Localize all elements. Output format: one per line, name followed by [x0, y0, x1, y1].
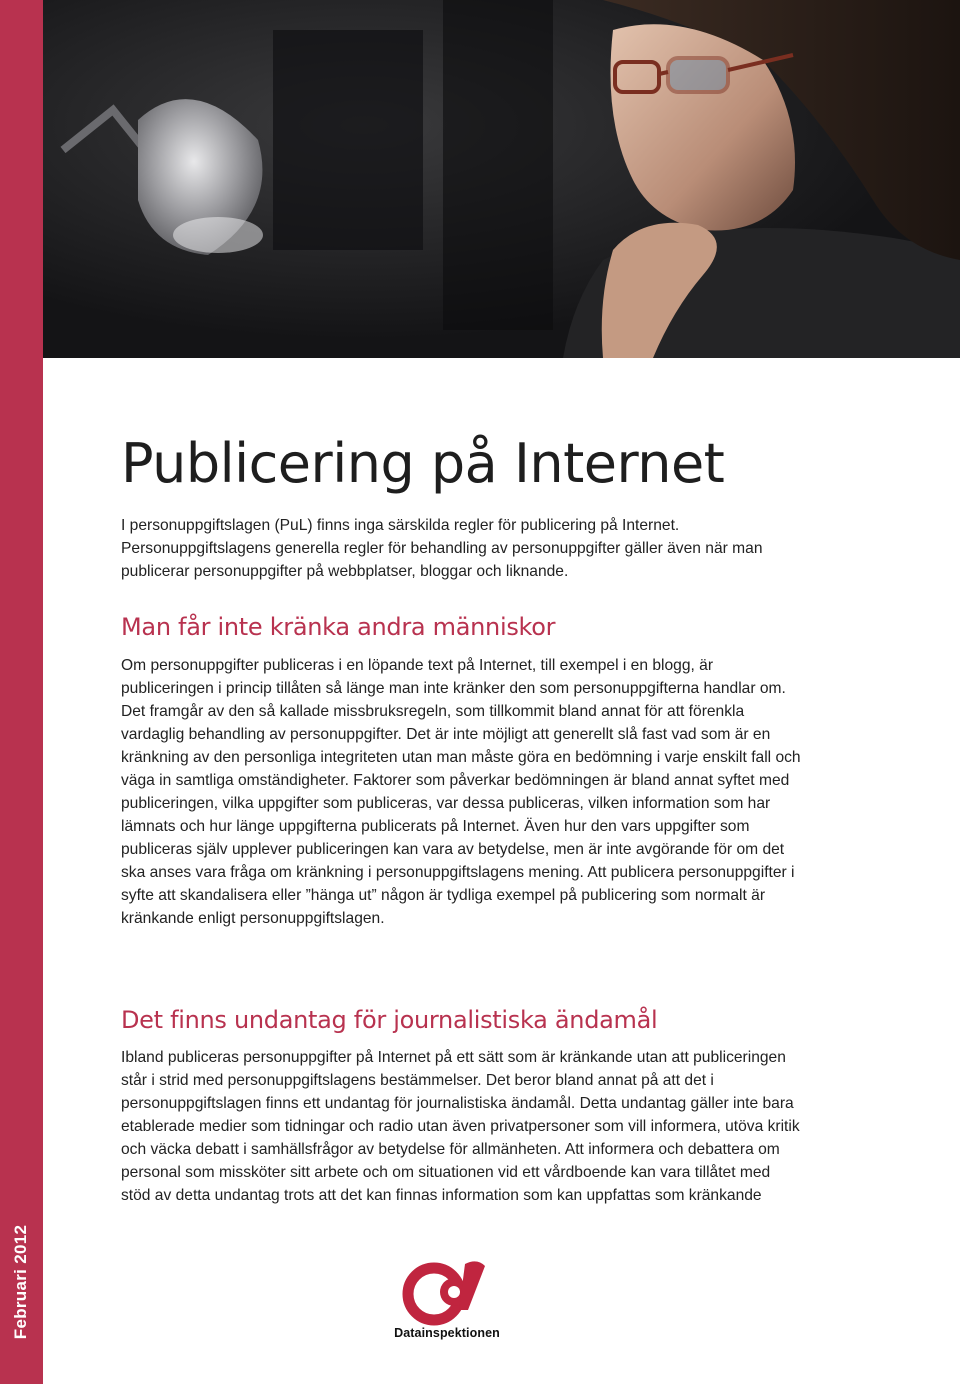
sidebar-band [0, 0, 43, 1384]
section-body-journalism: Ibland publiceras personuppgifter på Internet på ett sätt som är kränkande utan att publiceringen står i strid med personuppgiftslagens bestämmelser. Det beror bland annat på att det i personuppgiftslagen finns ett undantag för journalistiska ändamål. Detta undantag gäller inte bara etablerade medier som tidningar och radio utan även privatpersoner som vill informera, utöva kritik och väcka debatt i samhällsfrågor av betydelse för allmänheten. Att informera och debattera om personal som missköter sitt arbete och om situationen vid ett vårdboende kan vara tillåtet med stöd av detta undantag trots att det kan finnas information som kan uppfattas som kränkande [121, 1049, 800, 1204]
logo-wordmark: Datainspektionen [394, 1326, 500, 1340]
section-body-violation: Om personuppgifter publiceras i en löpande text på Internet, till exempel i en blogg, är publiceringen i princip tillåten så länge man inte kränker den som personuppgifterna handlar om. Det framgår av den så kallade missbruksregeln, som tillkommit bland annat för att förenkla vardaglig behandling av personuppgifter. Det är inte möjligt att generellt slå fast vad som är en kränkning av den personliga integriteten utan man måste göra en bedömning i varje enskilt fall och väga in samtliga omständigheter. Faktorer som påverkar bedömningen är bland annat syftet med publiceringen, vilka uppgifter som publiceras, var dessa publiceras, vilken information som har lämnats och hur länge uppgifterna publicerats på Internet. Även hur den vars uppgifter som publiceras själv upplever publiceringen kan vara av betydelse, men är inte avgörande för om det ska anses vara fråga om kränkning i personuppgiftslagens mening. Att publicera personuppgifter i syfte att skandalisera eller ”hänga ut” någon är tydliga exempel på publicering som normalt är kränkande enligt personuppgiftslagen. [121, 657, 801, 927]
intro-paragraph: I personuppgiftslagen (PuL) finns inga särskilda regler för publicering på Internet. Personuppgiftslagens generella regler för behandling av personuppgifter gäller även när man publicerar personuppgifter på webbplatser, bloggar och liknande. [121, 517, 763, 580]
section-heading-violation: Man får inte kränka andra människor [121, 613, 556, 641]
hero-photo [43, 0, 960, 358]
section-heading-journalism: Det finns undantag för journalistiska ändamål [121, 1006, 658, 1034]
datainspektionen-logo [392, 1258, 502, 1348]
at-sign-logo-icon [392, 1258, 502, 1328]
date-label: Februari 2012 [11, 1224, 30, 1340]
page-title: Publicering på Internet [121, 432, 725, 495]
